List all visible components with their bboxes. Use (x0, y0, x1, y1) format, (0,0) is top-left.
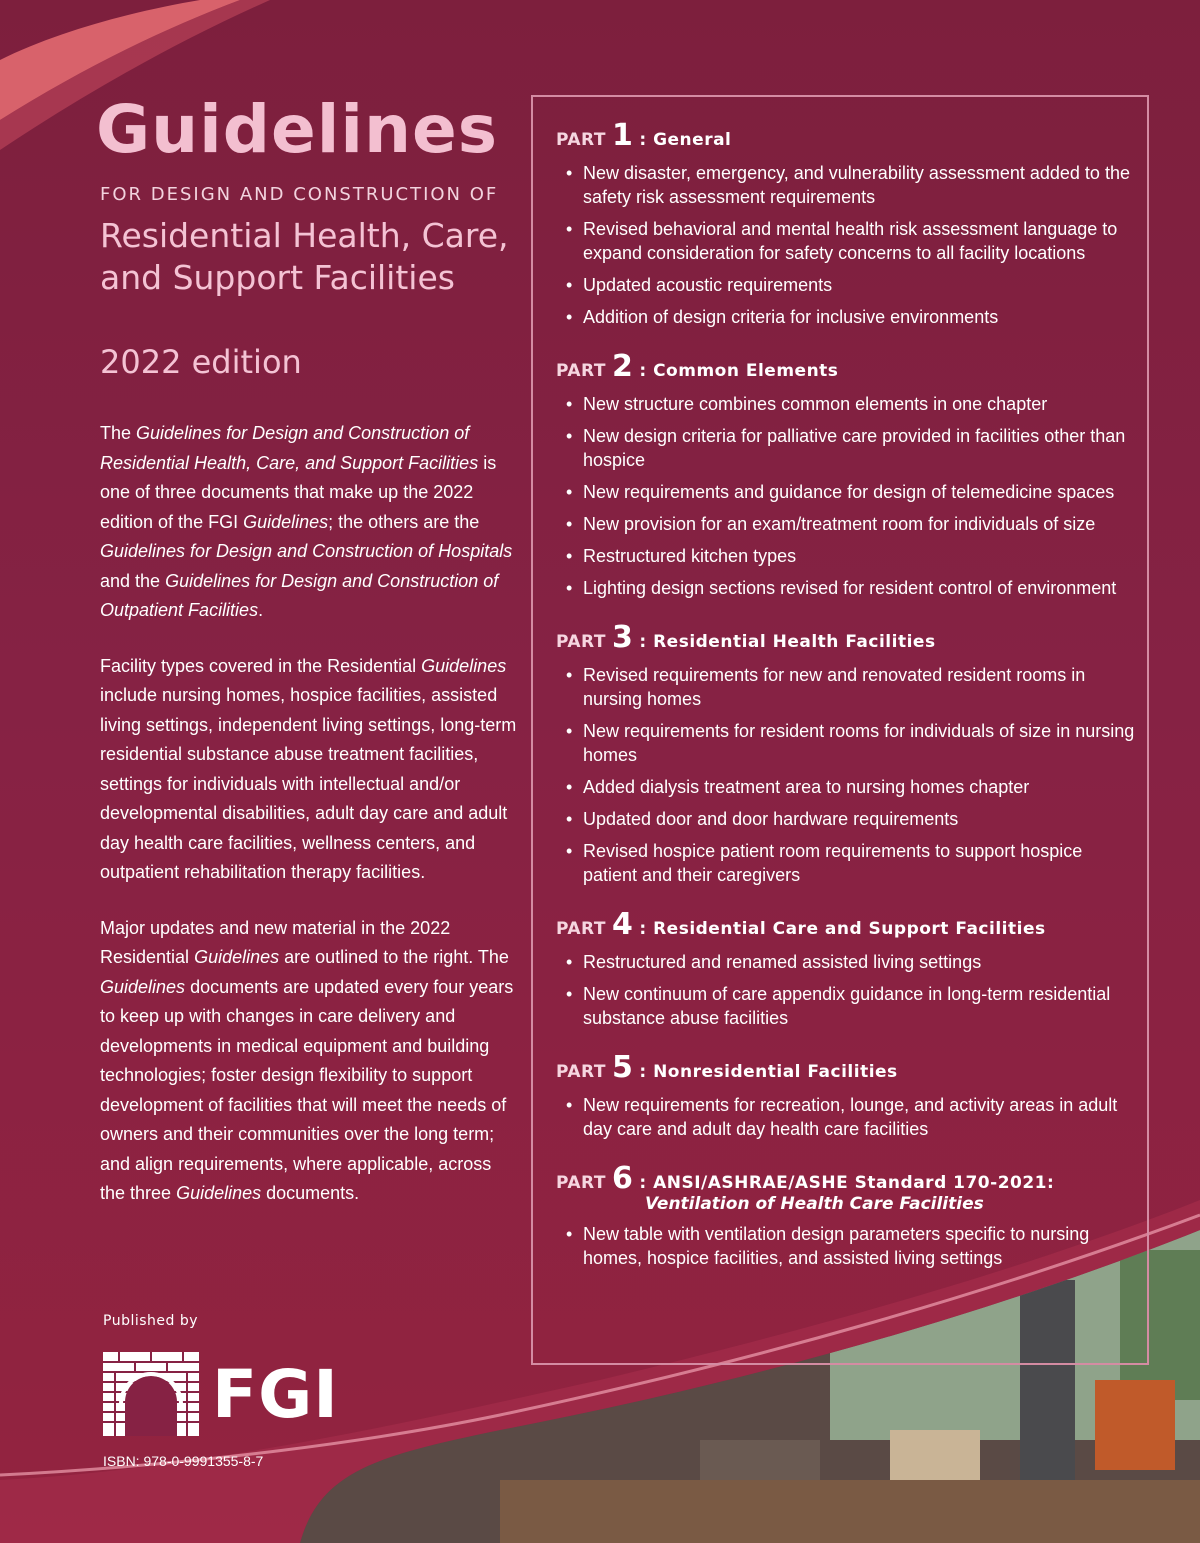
part-heading (556, 349, 1136, 384)
italic-text: Guidelines (100, 976, 186, 997)
subtitle (100, 215, 520, 299)
list-item: • New requirements for recreation, lounge, and activity areas in adult day care and adult day health care facilities (556, 1093, 1136, 1141)
part-title-line-2: Ventilation of Health Care Facilities (645, 1194, 984, 1214)
part-section-6 (556, 1161, 1136, 1270)
list-item: • Restructured kitchen types (556, 544, 1136, 568)
list-item: • New provision for an exam/treatment room for individuals of size (556, 512, 1136, 536)
part-heading (556, 620, 1136, 655)
list-item: • New continuum of care appendix guidance in long-term residential substance abuse facilities (556, 982, 1136, 1030)
part-word: PART (556, 1062, 606, 1082)
part-title: : General (639, 130, 732, 150)
part-title: : Residential Care and Support Facilities (639, 919, 1046, 939)
part-items (556, 950, 1136, 1030)
subtitle-line-2: and Support Facilities (100, 258, 455, 297)
text-run: are outlined to the right. The (279, 947, 509, 967)
part-title: : ANSI/ASHRAE/ASHE Standard 170-2021: (639, 1173, 1055, 1193)
text-run: Major updates and new material in the 2022 Residential (100, 917, 451, 967)
part-heading (556, 907, 1136, 942)
part-section-2 (556, 349, 1136, 600)
list-item: • New structure combines common elements in one chapter (556, 392, 1136, 416)
list-item: • Updated acoustic requirements (556, 273, 1136, 297)
part-items (556, 663, 1136, 887)
text-run: is one of three documents that make up the 2022 edition of the FGI (100, 452, 497, 532)
italic-text: Guidelines for Design and Construction of Outpatient Facilities (100, 570, 499, 620)
part-word: PART (556, 130, 606, 150)
part-word: PART (556, 919, 606, 939)
text-run: The (100, 423, 137, 443)
text-run: documents. (261, 1183, 360, 1203)
intro-column (96, 90, 520, 1227)
part-number: 3 (611, 620, 634, 655)
list-item: • Restructured and renamed assisted living settings (556, 950, 1136, 974)
text-run: ; the others are the (328, 511, 480, 532)
part-items (556, 161, 1136, 329)
parts-list (556, 118, 1136, 1290)
part-title: : Residential Health Facilities (639, 632, 936, 652)
italic-text: Guidelines (176, 1183, 262, 1203)
part-number: 6 (611, 1161, 634, 1196)
text-run: include nursing homes, hospice facilities, assisted living settings, independent living settings, long-term residential substance abuse treatment facilities, settings for individuals with intellectual and/or developmental disabilities, adult day care and adult day health care facilities, wellness centers, and outpatient rehabilitation therapy facilities. (100, 685, 517, 882)
text-run: Facility types covered in the Residential (100, 655, 422, 676)
intro-paragraph-3 (100, 914, 520, 1209)
intro-paragraph-1 (100, 419, 520, 626)
part-heading (556, 1161, 1136, 1196)
part-items (556, 1093, 1136, 1141)
part-title: : Common Elements (639, 361, 839, 381)
part-heading (556, 1050, 1136, 1085)
subtitle-line-1: Residential Health, Care, (100, 216, 509, 255)
list-item: • New design criteria for palliative care provided in facilities other than hospice (556, 424, 1136, 472)
part-word: PART (556, 361, 606, 381)
subhead: FOR DESIGN AND CONSTRUCTION OF (100, 184, 499, 205)
list-item: • Lighting design sections revised for resident control of environment (556, 576, 1136, 600)
part-number: 5 (611, 1050, 634, 1085)
part-section-5 (556, 1050, 1136, 1141)
part-word: PART (556, 1173, 606, 1193)
published-by-label: Published by (103, 1313, 199, 1329)
list-item: • New table with ventilation design parameters specific to nursing homes, hospice facilities, and assisted living settings (556, 1222, 1136, 1270)
list-item: • Added dialysis treatment area to nursing homes chapter (556, 775, 1136, 799)
italic-text: Guidelines for Design and Construction of Hospitals (100, 541, 513, 561)
part-number: 4 (611, 907, 634, 942)
fgi-logo-text: FGI (212, 1356, 339, 1433)
list-item: • Updated door and door hardware requirements (556, 807, 1136, 831)
list-item: • Revised requirements for new and renovated resident rooms in nursing homes (556, 663, 1136, 711)
list-item: • Revised behavioral and mental health risk assessment language to expand consideration for safety concerns to all facility locations (556, 217, 1136, 265)
list-item: • New requirements and guidance for design of telemedicine spaces (556, 480, 1136, 504)
text-run: . (258, 600, 264, 620)
part-number: 2 (611, 349, 634, 384)
part-items (556, 1222, 1136, 1270)
italic-text: Guidelines for Design and Construction of Residential Health, Care, and Support Facilities (100, 423, 479, 473)
intro-paragraph-2 (100, 652, 520, 888)
isbn: ISBN: 978-0-9991355-8-7 (103, 1453, 264, 1469)
list-item: • New disaster, emergency, and vulnerability assessment added to the safety risk assessment requirements (556, 161, 1136, 209)
list-item: • Revised hospice patient room requirements to support hospice patient and their caregivers (556, 839, 1136, 887)
italic-text: Guidelines (243, 511, 329, 532)
edition-label: 2022 edition (100, 343, 302, 381)
list-item: • New requirements for resident rooms for individuals of size in nursing homes (556, 719, 1136, 767)
part-heading (556, 118, 1136, 153)
part-word: PART (556, 632, 606, 652)
part-number: 1 (611, 118, 634, 153)
part-section-1 (556, 118, 1136, 329)
list-item: • Addition of design criteria for inclusive environments (556, 305, 1136, 329)
part-title: : Nonresidential Facilities (639, 1062, 898, 1082)
text-run: and the (100, 570, 166, 591)
italic-text: Guidelines (194, 947, 280, 967)
page-title: Guidelines (96, 91, 499, 168)
part-section-3 (556, 620, 1136, 887)
part-items (556, 392, 1136, 600)
text-run: documents are updated every four years to keep up with changes in care delivery and developments in medical equipment and building technologies; foster design flexibility to support development of facilities that will meet the needs of owners and their communities over the long term; and align requirements, where applicable, across the three (100, 976, 514, 1203)
italic-text: Guidelines (421, 655, 507, 676)
part-section-4 (556, 907, 1136, 1030)
